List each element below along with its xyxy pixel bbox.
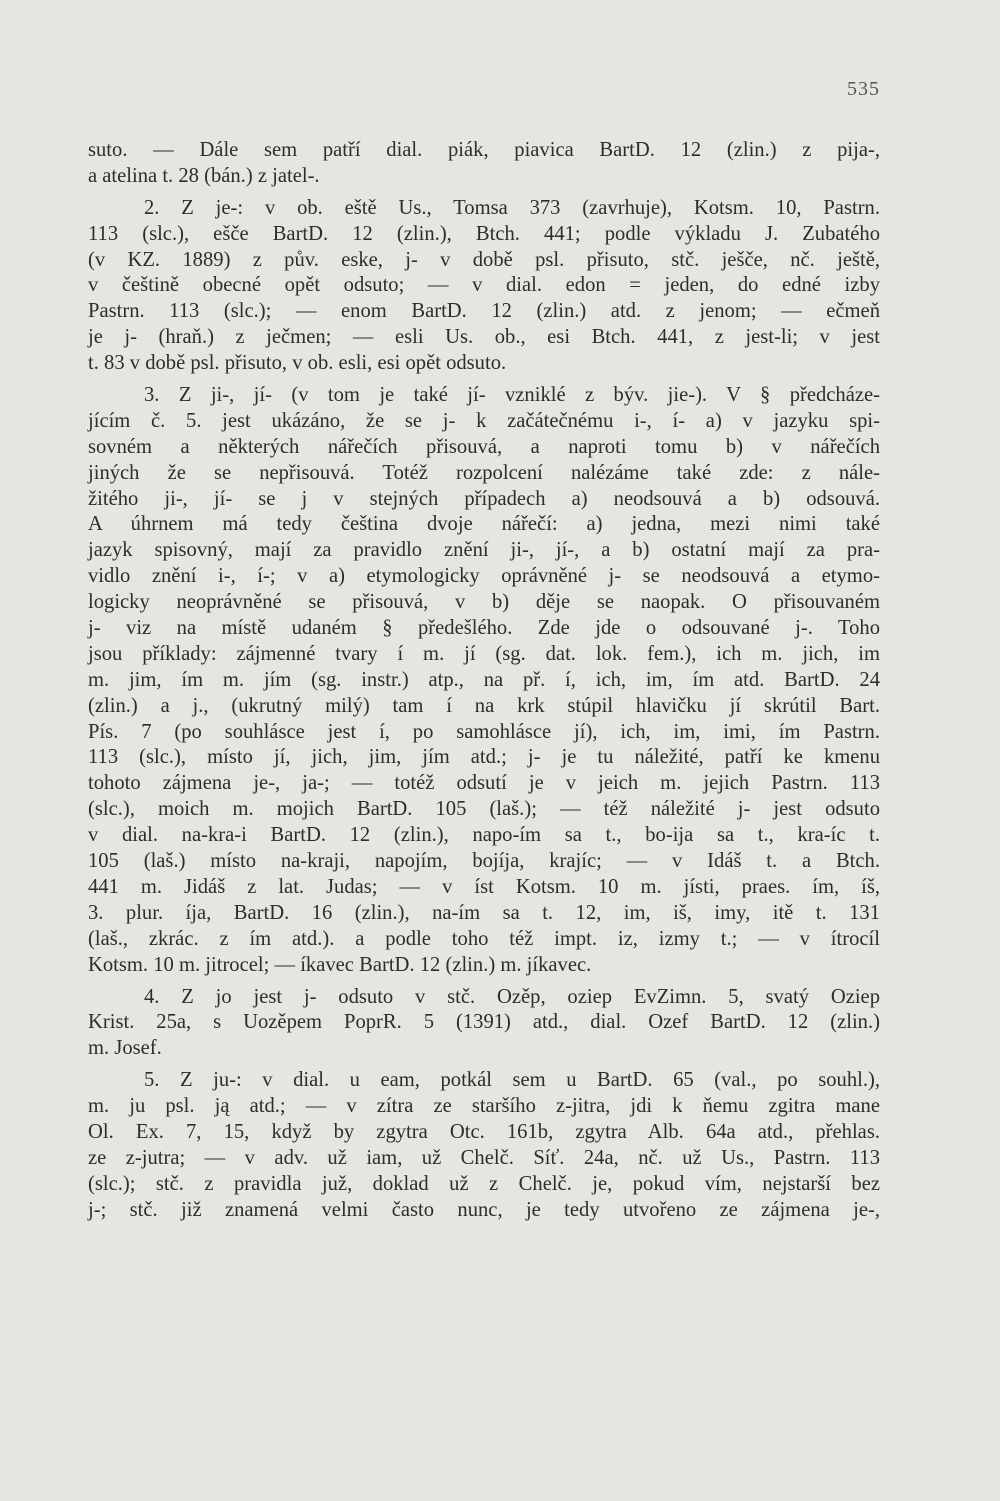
body-text: [88, 138, 880, 1224]
text-line: žitého ji-, jí- se j v stejných případech a) neodsouvá a b) odsouvá.: [88, 487, 880, 510]
text-line: vidlo znění i-, í-; v a) etymologicky oprávněné j- se neodsouvá a etymo-: [88, 565, 880, 588]
text-line: jícím č. 5. jest ukázáno, že se j- k začátečnému i-, í- a) v jazyku spi-: [88, 409, 880, 432]
text-line: 441 m. Jidáš z lat. Judas; — v íst Kotsm. 10 m. jísti, praes. ím, íš,: [88, 875, 880, 898]
text-line: je j- (hraň.) z ječmen; — esli Us. ob., esi Btch. 441, z jest-li; v jest: [88, 326, 880, 349]
text-line: a atelina t. 28 (bán.) z jatel-.: [88, 164, 320, 187]
text-line: (v KZ. 1889) z pův. eske, j- v době psl. přisuto, stč. ješče, nč. ještě,: [88, 248, 880, 271]
text-line: m. Josef.: [88, 1037, 162, 1060]
text-line: Pís. 7 (po souhlásce jest í, po samohlásce jí), ich, im, imi, ím Pastrn.: [88, 720, 880, 743]
text-line: 4. Z jo jest j- odsuto v stč. Ozěp, oziep EvZimn. 5, svatý Oziep: [144, 985, 880, 1008]
text-line: Ol. Ex. 7, 15, když by zgytra Otc. 161b, zgytra Alb. 64a atd., přehlas.: [88, 1120, 880, 1143]
text-line: (slc.); stč. z pravidla juž, doklad už z Chelč. je, pokud vím, nejstarší bez: [88, 1172, 880, 1195]
text-line: jiných že se nepřisouvá. Totéž rozpolcení nalézáme také zde: z nále-: [88, 461, 880, 484]
text-line: jazyk spisovný, mají za pravidlo znění ji-, jí-, a b) ostatní mají za pra-: [88, 539, 880, 562]
text-line: v češtině obecné opět odsuto; — v dial. edon = jeden, do edné izby: [88, 274, 880, 297]
text-line: Krist. 25a, s Uozěpem PoprR. 5 (1391) atd., dial. Ozef BartD. 12 (zlin.): [88, 1011, 880, 1034]
text-line: 113 (slc.), ešče BartD. 12 (zlin.), Btch. 441; podle výkladu J. Zubatého: [88, 222, 880, 245]
text-line: (slc.), moich m. mojich BartD. 105 (laš.); — též náležité j- jest odsuto: [88, 798, 880, 821]
text-line: 2. Z je-: v ob. eště Us., Tomsa 373 (zavrhuje), Kotsm. 10, Pastrn.: [144, 196, 880, 219]
text-line: sovném a některých nářečích přisouvá, a naproti tomu b) v nářečích: [88, 435, 880, 458]
text-line: t. 83 v době psl. přisuto, v ob. esli, esi opět odsuto.: [88, 352, 507, 375]
text-line: 105 (laš.) místo na-kraji, napojím, bojíja, krajíc; — v Idáš t. a Btch.: [88, 850, 880, 873]
text-line: ze z-jutra; — v adv. už iam, už Chelč. Síť. 24a, nč. už Us., Pastrn. 113: [88, 1146, 880, 1169]
text-line: (zlin.) a j., (ukrutný milý) tam í na krk stúpil hlavičku jí skrútil Bart.: [88, 694, 880, 717]
text-line: (laš., zkrác. z ím atd.). a podle toho též impt. iz, izmy t.; — v ítrocíl: [88, 927, 880, 950]
text-line: 3. plur. íja, BartD. 16 (zlin.), na-ím sa t. 12, im, iš, imy, itě t. 131: [88, 901, 880, 924]
text-line: Kotsm. 10 m. jitrocel; — íkavec BartD. 12 (zlin.) m. jíkavec.: [88, 953, 592, 976]
text-line: j-; stč. již znamená velmi často nunc, je tedy utvořeno ze zájmena je-,: [88, 1198, 880, 1221]
text-line: tohoto zájmena je-, ja-; — totéž odsutí je v jeich m. jejich Pastrn. 113: [88, 772, 880, 795]
text-line: suto. — Dále sem patří dial. piák, piavica BartD. 12 (zlin.) z pija-,: [88, 139, 880, 161]
text-line: 5. Z ju-: v dial. u eam, potkál sem u BartD. 65 (val., po souhl.),: [144, 1069, 880, 1092]
page-number: 535: [847, 78, 880, 100]
text-line: 113 (slc.), místo jí, jich, jim, jím atd.; j- je tu náležité, patří ke kmenu: [88, 746, 880, 769]
text-line: Pastrn. 113 (slc.); — enom BartD. 12 (zlin.) atd. z jenom; — ečmeň: [88, 300, 880, 323]
text-line: jsou příklady: zájmenné tvary í m. jí (sg. dat. lok. fem.), ich m. jich, im: [88, 642, 880, 665]
text-line: 3. Z ji-, jí- (v tom je také jí- vzniklé z býv. jie-). V § předcháze-: [144, 384, 880, 407]
text-line: A úhrnem má tedy čeština dvoje nářečí: a) jedna, mezi nimi také: [88, 513, 880, 536]
text-line: v dial. na-kra-i BartD. 12 (zlin.), napo-ím sa t., bo-ija sa t., kra-íc t.: [88, 824, 880, 847]
text-line: m. jim, ím m. jím (sg. instr.) atp., na př. í, ich, im, ím atd. BartD. 24: [88, 668, 880, 691]
text-line: logicky neoprávněné se přisouvá, v b) děje se naopak. O přisouvaném: [88, 591, 880, 614]
text-line: j- viz na místě udaném § předešlého. Zde jde o odsouvané j-. Toho: [88, 617, 880, 640]
text-line: m. ju psl. ją atd.; — v zítra ze staršího z-jitra, jdi k ňemu zgitra mane: [88, 1095, 880, 1118]
